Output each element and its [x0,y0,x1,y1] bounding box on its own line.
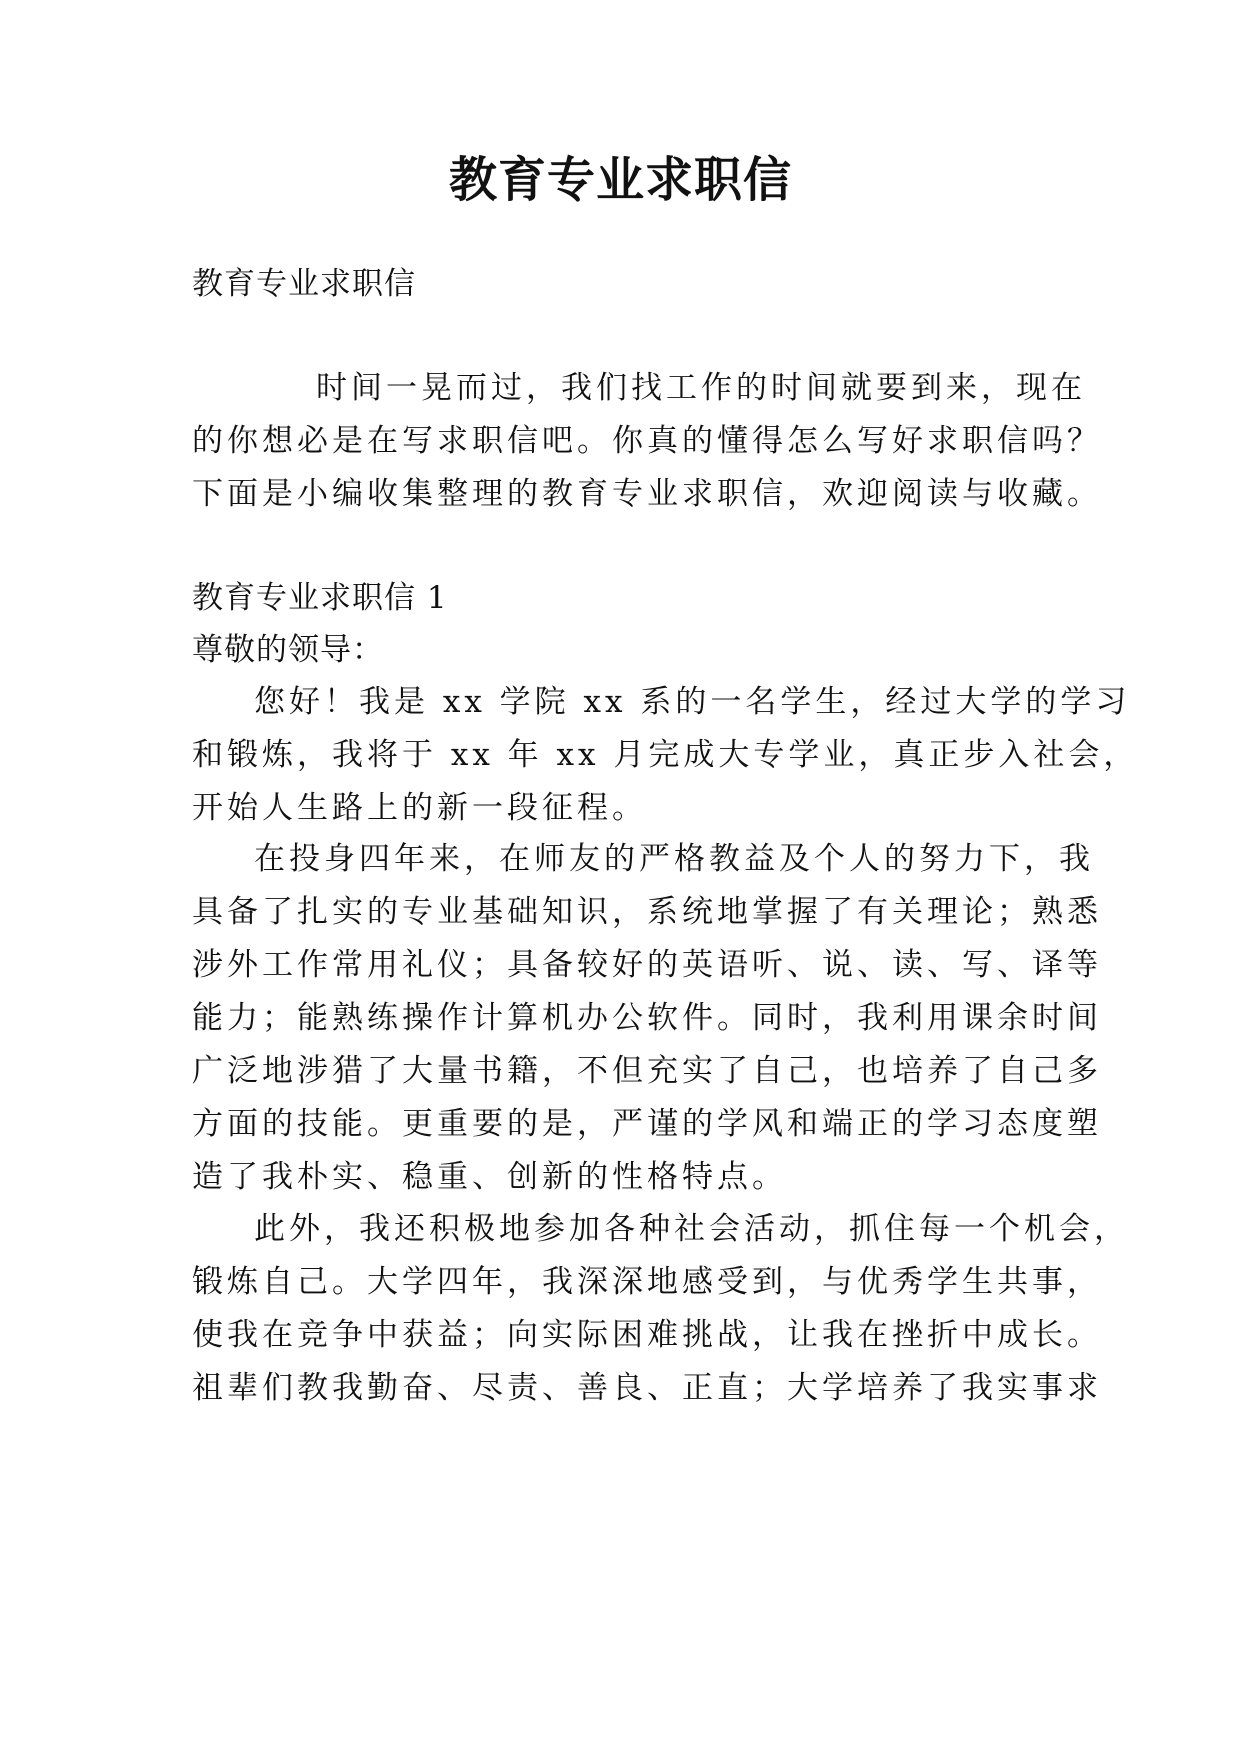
salutation: 尊敬的领导： [192,632,384,668]
paragraph-line: 具备了扎实的专业基础知识，系统地掌握了有关理论；熟悉 [192,894,1102,930]
paragraph-line: 方面的技能。更重要的是，严谨的学风和端正的学习态度塑 [192,1106,1102,1142]
paragraph-greeting [192,676,1139,835]
document-subtitle: 教育专业求职信 [192,266,416,302]
paragraph-line: 和锻炼，我将于 xx 年 xx 月完成大专学业，真正步入社会， [192,737,1139,773]
paragraph-education [192,833,1102,1204]
intro-line: 时间一晃而过，我们找工作的时间就要到来，现在 [316,370,1086,406]
intro-line: 的你想必是在写求职信吧。你真的懂得怎么写好求职信吗？ [192,423,1102,459]
section-heading: 教育专业求职信 1 [192,580,448,616]
paragraph-line: 开始人生路上的新一段征程。 [192,790,647,826]
intro-line: 下面是小编收集整理的教育专业求职信，欢迎阅读与收藏。 [192,476,1102,512]
paragraph-line: 锻炼自己。大学四年，我深深地感受到，与优秀学生共事， [192,1264,1102,1300]
document-title: 教育专业求职信 [448,152,792,208]
paragraph-line: 您好！我是 xx 学院 xx 系的一名学生，经过大学的学习 [254,684,1131,720]
paragraph-line: 祖辈们教我勤奋、尽责、善良、正直；大学培养了我实事求 [192,1370,1102,1406]
paragraph-activities [192,1203,1129,1415]
paragraph-line: 能力；能熟练操作计算机办公软件。同时，我利用课余时间 [192,1000,1102,1036]
paragraph-line: 广泛地涉猎了大量书籍，不但充实了自己，也培养了自己多 [192,1053,1102,1089]
paragraph-line: 在投身四年来，在师友的严格教益及个人的努力下，我 [254,841,1094,877]
paragraph-line: 造了我朴实、稳重、创新的性格特点。 [192,1159,787,1195]
paragraph-line: 涉外工作常用礼仪；具备较好的英语听、说、读、写、译等 [192,947,1102,983]
intro-paragraph [192,362,1102,521]
paragraph-line: 此外，我还积极地参加各种社会活动，抓住每一个机会， [254,1211,1129,1247]
paragraph-line: 使我在竞争中获益；向实际困难挑战，让我在挫折中成长。 [192,1317,1102,1353]
